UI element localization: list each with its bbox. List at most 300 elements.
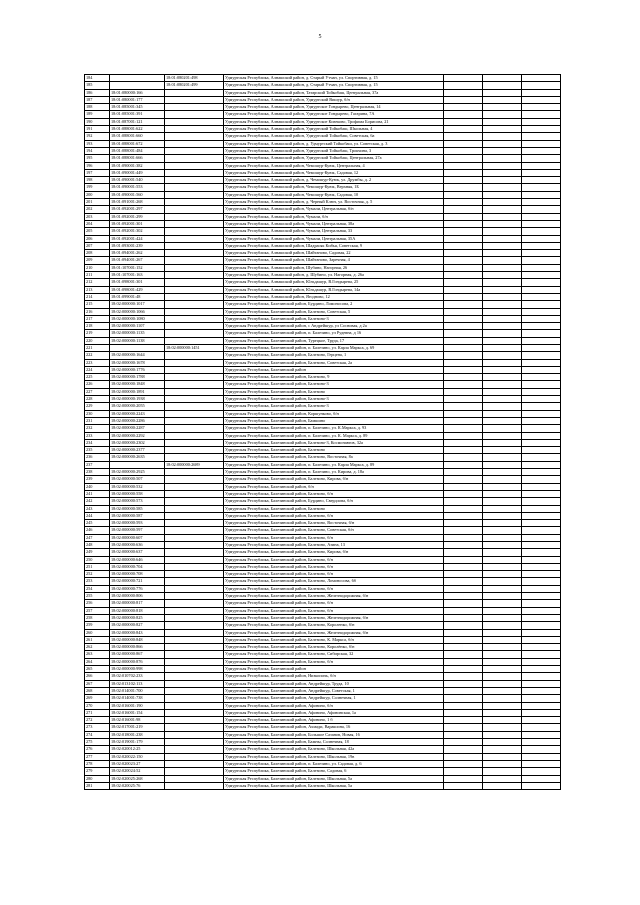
row-number-cell: 247 xyxy=(85,534,110,541)
cadastral-number-cell: 18:02:000000:2243 xyxy=(110,410,165,417)
empty-cell xyxy=(522,388,561,395)
table-row xyxy=(85,695,561,702)
empty-cell xyxy=(444,607,483,614)
address-cell: Удмуртская Республика, Балезинский район, п. Балезино, ул. Садовая, д. 6 xyxy=(224,760,444,767)
address-cell: Удмуртская Республика, Алнашский район, Татарский Тойкобаш, Центральная, 37а xyxy=(224,89,444,96)
empty-cell xyxy=(483,432,522,439)
empty-cell xyxy=(444,323,483,330)
table-row xyxy=(85,425,561,432)
cadastral-number-cell: 18:02:000000:1135 xyxy=(110,330,165,337)
row-number-cell: 258 xyxy=(85,614,110,621)
building-cadastral-number-cell xyxy=(165,760,224,767)
row-number-cell: 223 xyxy=(85,359,110,366)
table-row xyxy=(85,177,561,184)
address-cell: Удмуртская Республика, Балезинский район, Балезино, Королёнко, б/н xyxy=(224,644,444,651)
table-row xyxy=(85,206,561,213)
cadastral-number-cell: 18:02:000000:1066 xyxy=(110,308,165,315)
empty-cell xyxy=(483,242,522,249)
empty-cell xyxy=(483,585,522,592)
row-number-cell: 264 xyxy=(85,658,110,665)
address-cell: Удмуртская Республика, Балезинский район, Балезино, б/н xyxy=(224,585,444,592)
cadastral-number-cell: 18:02:000000:776 xyxy=(110,585,165,592)
cadastral-number-cell: 18:01:098001:301 xyxy=(110,279,165,286)
empty-cell xyxy=(522,75,561,82)
empty-cell xyxy=(522,622,561,629)
address-cell: Удмуртская Республика, Балезинский район, Ахмади, Вараксина, 16 xyxy=(224,724,444,731)
empty-cell xyxy=(483,476,522,483)
empty-cell xyxy=(522,512,561,519)
empty-cell xyxy=(522,96,561,103)
building-cadastral-number-cell xyxy=(165,104,224,111)
table-row xyxy=(85,585,561,592)
empty-cell xyxy=(444,396,483,403)
address-cell: Удмуртская Республика, Алнашский район, Чемошур-Куюк, Верхняя, 1Б xyxy=(224,184,444,191)
table-row xyxy=(85,542,561,549)
table-row xyxy=(85,272,561,279)
cadastral-number-cell xyxy=(110,344,165,351)
empty-cell xyxy=(444,585,483,592)
empty-cell xyxy=(522,680,561,687)
cadastral-number-cell: 18:02:018001:238 xyxy=(110,731,165,738)
empty-cell xyxy=(483,82,522,89)
empty-cell xyxy=(444,199,483,206)
empty-cell xyxy=(522,352,561,359)
row-number-cell: 281 xyxy=(85,782,110,789)
table-row xyxy=(85,520,561,527)
row-number-cell: 246 xyxy=(85,527,110,534)
cadastral-number-cell: 18:02:013102:113 xyxy=(110,680,165,687)
cadastral-number-cell: 18:01:092001:302 xyxy=(110,228,165,235)
empty-cell xyxy=(444,563,483,570)
cadastral-number-cell: 18:01:090001:540 xyxy=(110,177,165,184)
empty-cell xyxy=(483,403,522,410)
address-cell: Удмуртская Республика, Балезинский район, Балезино, К. Маркса, б/н xyxy=(224,636,444,643)
empty-cell xyxy=(522,104,561,111)
empty-cell xyxy=(444,571,483,578)
address-cell: Удмуртская Республика, Алнашский район, Удмуртский Тойкобаш, Трокчина, 3 xyxy=(224,147,444,154)
cadastral-number-cell: 18:02:000000:1891 xyxy=(110,388,165,395)
building-cadastral-number-cell xyxy=(165,695,224,702)
cadastral-number-cell: 18:02:000000:1776 xyxy=(110,366,165,373)
table-row xyxy=(85,549,561,556)
empty-cell xyxy=(444,476,483,483)
empty-cell xyxy=(522,344,561,351)
empty-cell xyxy=(483,417,522,424)
empty-cell xyxy=(444,96,483,103)
table-row xyxy=(85,534,561,541)
row-number-cell: 198 xyxy=(85,177,110,184)
address-cell: Удмуртская Республика, Алнашский район, д. Чемошур-Куюк, ул. Дружбы, д. 2 xyxy=(224,177,444,184)
building-cadastral-number-cell xyxy=(165,753,224,760)
cadastral-number-cell: 18:01:087001:121 xyxy=(110,118,165,125)
empty-cell xyxy=(483,162,522,169)
empty-cell xyxy=(522,469,561,476)
cadastral-number-cell: 18:02:000000:818 xyxy=(110,607,165,614)
empty-cell xyxy=(444,746,483,753)
address-cell: Удмуртская Республика, Алнашский район, Чумали, Центральная, б/н xyxy=(224,206,444,213)
address-cell: Удмуртская Республика, Балезинский район, Балезино, Советская, 2а xyxy=(224,359,444,366)
empty-cell xyxy=(444,75,483,82)
row-number-cell: 271 xyxy=(85,709,110,716)
building-cadastral-number-cell xyxy=(165,658,224,665)
row-number-cell: 270 xyxy=(85,702,110,709)
row-number-cell: 212 xyxy=(85,279,110,286)
building-cadastral-number-cell xyxy=(165,542,224,549)
address-cell: Удмуртская Республика, Балезинский район, Балезино-3 xyxy=(224,381,444,388)
row-number-cell: 242 xyxy=(85,498,110,505)
building-cadastral-number-cell xyxy=(165,607,224,614)
address-cell: Удмуртская Республика, Балезинский район, Балезино, Советская, б/н xyxy=(224,527,444,534)
building-cadastral-number-cell xyxy=(165,177,224,184)
empty-cell xyxy=(483,520,522,527)
empty-cell xyxy=(444,352,483,359)
address-cell: Удмуртская Республика, Балезинский район, Балезино, б/н xyxy=(224,600,444,607)
building-cadastral-number-cell xyxy=(165,220,224,227)
address-cell: Удмуртская Республика, Алнашский район, Удмуртское Кизеково, Трофима Борисова, 21 xyxy=(224,118,444,125)
empty-cell xyxy=(483,366,522,373)
empty-cell xyxy=(483,257,522,264)
row-number-cell: 222 xyxy=(85,352,110,359)
empty-cell xyxy=(522,731,561,738)
empty-cell xyxy=(522,417,561,424)
empty-cell xyxy=(522,658,561,665)
table-row xyxy=(85,104,561,111)
address-cell: Удмуртская Республика, Алнашский район, Юльдашур, В.Гондырева, 25 xyxy=(224,279,444,286)
building-cadastral-number-cell xyxy=(165,301,224,308)
empty-cell xyxy=(444,155,483,162)
table-row xyxy=(85,614,561,621)
address-cell: Удмуртская Республика, Балезинский район, Андрейшур, Солнечная, 1 xyxy=(224,695,444,702)
row-number-cell: 235 xyxy=(85,447,110,454)
building-cadastral-number-cell xyxy=(165,199,224,206)
empty-cell xyxy=(522,111,561,118)
row-number-cell: 243 xyxy=(85,505,110,512)
table-row xyxy=(85,96,561,103)
address-cell: Удмуртская Республика, Балезинский район, Балезино, 9 xyxy=(224,374,444,381)
address-cell: Удмуртская Республика, Алнашский район, Удмуртский Тойкобаш, Советская, 6а xyxy=(224,133,444,140)
empty-cell xyxy=(444,556,483,563)
empty-cell xyxy=(444,315,483,322)
cadastral-number-cell: 18:02:000000:708 xyxy=(110,571,165,578)
address-cell: Удмуртская Республика, Алнашский район, Юльдашур, В.Гондырева, 14а xyxy=(224,286,444,293)
empty-cell xyxy=(444,695,483,702)
empty-cell xyxy=(522,520,561,527)
cadastral-number-cell: 18:02:016001:190 xyxy=(110,702,165,709)
empty-cell xyxy=(522,337,561,344)
row-number-cell: 237 xyxy=(85,461,110,468)
empty-cell xyxy=(522,82,561,89)
cadastral-number-cell: 18:01:085001:391 xyxy=(110,111,165,118)
address-cell: Удмуртская Республика, Балезинский район, Балезино-3 xyxy=(224,315,444,322)
empty-cell xyxy=(522,614,561,621)
cadastral-number-cell: 18:01:090001:560 xyxy=(110,191,165,198)
empty-cell xyxy=(483,454,522,461)
building-cadastral-number-cell xyxy=(165,228,224,235)
empty-cell xyxy=(444,374,483,381)
table-row xyxy=(85,293,561,300)
empty-cell xyxy=(522,709,561,716)
address-cell: Удмуртская Республика, Балезинский район, п. Балезино, ул. К.Маркса, д. 93 xyxy=(224,425,444,432)
table-row xyxy=(85,636,561,643)
table-row xyxy=(85,155,561,162)
empty-cell xyxy=(522,600,561,607)
empty-cell xyxy=(522,702,561,709)
table-row xyxy=(85,301,561,308)
empty-cell xyxy=(522,724,561,731)
empty-cell xyxy=(522,162,561,169)
building-cadastral-number-cell xyxy=(165,206,224,213)
table-row xyxy=(85,388,561,395)
address-cell: Удмуртская Республика, Балезинский район, Афонино, б/н xyxy=(224,702,444,709)
cadastral-number-cell: 18:02:000000:848 xyxy=(110,636,165,643)
address-cell: Удмуртская Республика, Балезинский район, Балезино, Железнодорожная, б/н xyxy=(224,593,444,600)
empty-cell xyxy=(444,242,483,249)
row-number-cell: 233 xyxy=(85,432,110,439)
building-cadastral-number-cell xyxy=(165,651,224,658)
empty-cell xyxy=(444,469,483,476)
empty-cell xyxy=(444,89,483,96)
building-cadastral-number-cell xyxy=(165,417,224,424)
address-cell: Удмуртская Республика, Балезинский район, Балезино, Советская, 5 xyxy=(224,308,444,315)
empty-cell xyxy=(444,381,483,388)
address-cell: Удмуртская Республика, Балезинский район, Балезино xyxy=(224,388,444,395)
empty-cell xyxy=(444,432,483,439)
address-cell: Удмуртская Республика, Балезинский район, Балезино, Восточная, 8а xyxy=(224,454,444,461)
address-cell: Удмуртская Республика, Балезинский район, п. Балезино, ул. Карла Маркса, д. 89 xyxy=(224,461,444,468)
address-cell: Удмуртская Республика, Балезинский район, Балезино, Короленко, б/н xyxy=(224,622,444,629)
cadastral-number-cell: 18:01:098001:429 xyxy=(110,286,165,293)
empty-cell xyxy=(483,607,522,614)
row-number-cell: 277 xyxy=(85,753,110,760)
empty-cell xyxy=(522,410,561,417)
address-cell: Удмуртская Республика, Балезинский район, Андрейшур, Советская, 1 xyxy=(224,687,444,694)
empty-cell xyxy=(483,775,522,782)
empty-cell xyxy=(444,527,483,534)
empty-cell xyxy=(522,695,561,702)
row-number-cell: 240 xyxy=(85,483,110,490)
row-number-cell: 245 xyxy=(85,520,110,527)
building-cadastral-number-cell xyxy=(165,381,224,388)
empty-cell xyxy=(444,213,483,220)
empty-cell xyxy=(483,301,522,308)
table-row xyxy=(85,344,561,351)
row-number-cell: 204 xyxy=(85,220,110,227)
address-cell: Удмуртская Республика, Алнашский район, Удмуртский Тойкобаш, Школьная, 4 xyxy=(224,126,444,133)
row-number-cell: 190 xyxy=(85,118,110,125)
address-cell: Удмуртская Республика, Балезинский район, Бурдино, Ломоносова, 2 xyxy=(224,301,444,308)
empty-cell xyxy=(522,439,561,446)
cadastral-number-cell: 18:02:020012:25 xyxy=(110,746,165,753)
table-row xyxy=(85,469,561,476)
cadastral-number-cell: 18:02:000000:646 xyxy=(110,556,165,563)
empty-cell xyxy=(444,169,483,176)
row-number-cell: 265 xyxy=(85,666,110,673)
empty-cell xyxy=(483,622,522,629)
empty-cell xyxy=(483,542,522,549)
empty-cell xyxy=(522,556,561,563)
cadastral-number-cell: 18:02:000000:1678 xyxy=(110,359,165,366)
building-cadastral-number-cell xyxy=(165,549,224,556)
empty-cell xyxy=(483,104,522,111)
row-number-cell: 205 xyxy=(85,228,110,235)
empty-cell xyxy=(522,206,561,213)
row-number-cell: 221 xyxy=(85,344,110,351)
empty-cell xyxy=(483,396,522,403)
cadastral-number-cell: 18:02:000000:637 xyxy=(110,549,165,556)
table-row xyxy=(85,666,561,673)
table-row xyxy=(85,739,561,746)
empty-cell xyxy=(444,344,483,351)
cadastral-number-cell: 18:02:016001:98 xyxy=(110,717,165,724)
cadastral-number-cell: 18:02:000000:593 xyxy=(110,520,165,527)
empty-cell xyxy=(483,483,522,490)
cadastral-number-cell: 18:02:010702:233 xyxy=(110,673,165,680)
empty-cell xyxy=(522,264,561,271)
table-row xyxy=(85,111,561,118)
row-number-cell: 194 xyxy=(85,147,110,154)
empty-cell xyxy=(444,403,483,410)
empty-cell xyxy=(483,512,522,519)
building-cadastral-number-cell xyxy=(165,666,224,673)
table-row xyxy=(85,286,561,293)
cadastral-number-cell: 18:02:020022:150 xyxy=(110,753,165,760)
empty-cell xyxy=(444,490,483,497)
table-row xyxy=(85,308,561,315)
address-cell: Удмуртская Республика, Балезинский район, Балезино, Азина, 13 xyxy=(224,542,444,549)
empty-cell xyxy=(522,220,561,227)
cadastral-number-cell: 18:01:091001:268 xyxy=(110,199,165,206)
cadastral-number-cell: 18:02:000000:1644 xyxy=(110,352,165,359)
empty-cell xyxy=(522,118,561,125)
row-number-cell: 188 xyxy=(85,104,110,111)
table-row xyxy=(85,731,561,738)
empty-cell xyxy=(483,337,522,344)
cadastral-number-cell: 18:02:014001:700 xyxy=(110,687,165,694)
address-cell: Удмуртская Республика, Балезинский район xyxy=(224,666,444,673)
row-number-cell: 269 xyxy=(85,695,110,702)
building-cadastral-number-cell xyxy=(165,235,224,242)
empty-cell xyxy=(483,768,522,775)
empty-cell xyxy=(444,220,483,227)
empty-cell xyxy=(483,680,522,687)
empty-cell xyxy=(444,191,483,198)
empty-cell xyxy=(483,651,522,658)
address-cell: Удмуртская Республика, Балезинский район, Балезино-3 xyxy=(224,396,444,403)
empty-cell xyxy=(444,82,483,89)
address-cell: Удмуртская Республика, Балезинский район, Балезино xyxy=(224,505,444,512)
building-cadastral-number-cell xyxy=(165,556,224,563)
building-cadastral-number-cell xyxy=(165,330,224,337)
empty-cell xyxy=(483,461,522,468)
empty-cell xyxy=(522,644,561,651)
building-cadastral-number-cell xyxy=(165,614,224,621)
table-row xyxy=(85,505,561,512)
cadastral-number-cell: 18:02:000000:876 xyxy=(110,658,165,665)
empty-cell xyxy=(522,286,561,293)
empty-cell xyxy=(483,344,522,351)
empty-cell xyxy=(444,760,483,767)
empty-cell xyxy=(483,374,522,381)
address-cell: Удмуртская Республика, Балезинский район, Балезино, Кирова, б/н xyxy=(224,476,444,483)
row-number-cell: 184 xyxy=(85,75,110,82)
row-number-cell: 208 xyxy=(85,250,110,257)
empty-cell xyxy=(483,702,522,709)
row-number-cell: 191 xyxy=(85,126,110,133)
table-row xyxy=(85,140,561,147)
building-cadastral-number-cell: 18:01:080201:498 xyxy=(165,75,224,82)
address-cell: Удмуртская Республика, Алнашский район, Шайтаново, Садовая, 22 xyxy=(224,250,444,257)
building-cadastral-number-cell xyxy=(165,133,224,140)
cadastral-number-cell: 18:02:000000:866 xyxy=(110,644,165,651)
empty-cell xyxy=(444,775,483,782)
building-cadastral-number-cell xyxy=(165,257,224,264)
empty-cell xyxy=(483,695,522,702)
empty-cell xyxy=(483,490,522,497)
table-row xyxy=(85,82,561,89)
empty-cell xyxy=(444,658,483,665)
cadastral-number-cell: 18:01:092001:297 xyxy=(110,206,165,213)
empty-cell xyxy=(444,739,483,746)
address-cell: Удмуртская Республика, Алнашский район, Шадрасяк Кибья, Советская, 9 xyxy=(224,242,444,249)
row-number-cell: 231 xyxy=(85,417,110,424)
empty-cell xyxy=(522,775,561,782)
building-cadastral-number-cell xyxy=(165,505,224,512)
building-cadastral-number-cell xyxy=(165,403,224,410)
empty-cell xyxy=(444,206,483,213)
empty-cell xyxy=(483,323,522,330)
building-cadastral-number-cell xyxy=(165,96,224,103)
building-cadastral-number-cell xyxy=(165,593,224,600)
address-cell: Удмуртская Республика, Балезинский район, Большое Сазанов, Новая, 16 xyxy=(224,731,444,738)
building-cadastral-number-cell xyxy=(165,147,224,154)
empty-cell xyxy=(444,126,483,133)
cadastral-number-cell: 18:02:000000:532 xyxy=(110,483,165,490)
empty-cell xyxy=(483,213,522,220)
building-cadastral-number-cell xyxy=(165,250,224,257)
row-number-cell: 257 xyxy=(85,607,110,614)
building-cadastral-number-cell xyxy=(165,432,224,439)
empty-cell xyxy=(522,534,561,541)
building-cadastral-number-cell xyxy=(165,534,224,541)
building-cadastral-number-cell xyxy=(165,352,224,359)
building-cadastral-number-cell xyxy=(165,242,224,249)
cadastral-number-cell: 18:01:090001:382 xyxy=(110,162,165,169)
cadastral-number-cell xyxy=(110,75,165,82)
table-row xyxy=(85,717,561,724)
cadastral-number-cell: 18:02:000000:2377 xyxy=(110,447,165,454)
empty-cell xyxy=(522,447,561,454)
cadastral-number-cell: 18:02:000000:507 xyxy=(110,476,165,483)
cadastral-number-cell: 18:01:088001:660 xyxy=(110,133,165,140)
cadastral-number-cell: 18:02:000000:1938 xyxy=(110,396,165,403)
cadastral-number-cell: 18:01:094001:267 xyxy=(110,257,165,264)
empty-cell xyxy=(522,549,561,556)
empty-cell xyxy=(444,359,483,366)
empty-cell xyxy=(483,272,522,279)
empty-cell xyxy=(444,104,483,111)
building-cadastral-number-cell xyxy=(165,447,224,454)
empty-cell xyxy=(444,636,483,643)
building-cadastral-number-cell xyxy=(165,746,224,753)
empty-cell xyxy=(522,651,561,658)
row-number-cell: 238 xyxy=(85,469,110,476)
address-cell: Удмуртская Республика, Балезинский район, Балезино, Сибирская, 32 xyxy=(224,651,444,658)
empty-cell xyxy=(483,228,522,235)
row-number-cell: 218 xyxy=(85,323,110,330)
empty-cell xyxy=(444,498,483,505)
empty-cell xyxy=(522,461,561,468)
cadastral-number-cell: 18:02:000000:998 xyxy=(110,666,165,673)
